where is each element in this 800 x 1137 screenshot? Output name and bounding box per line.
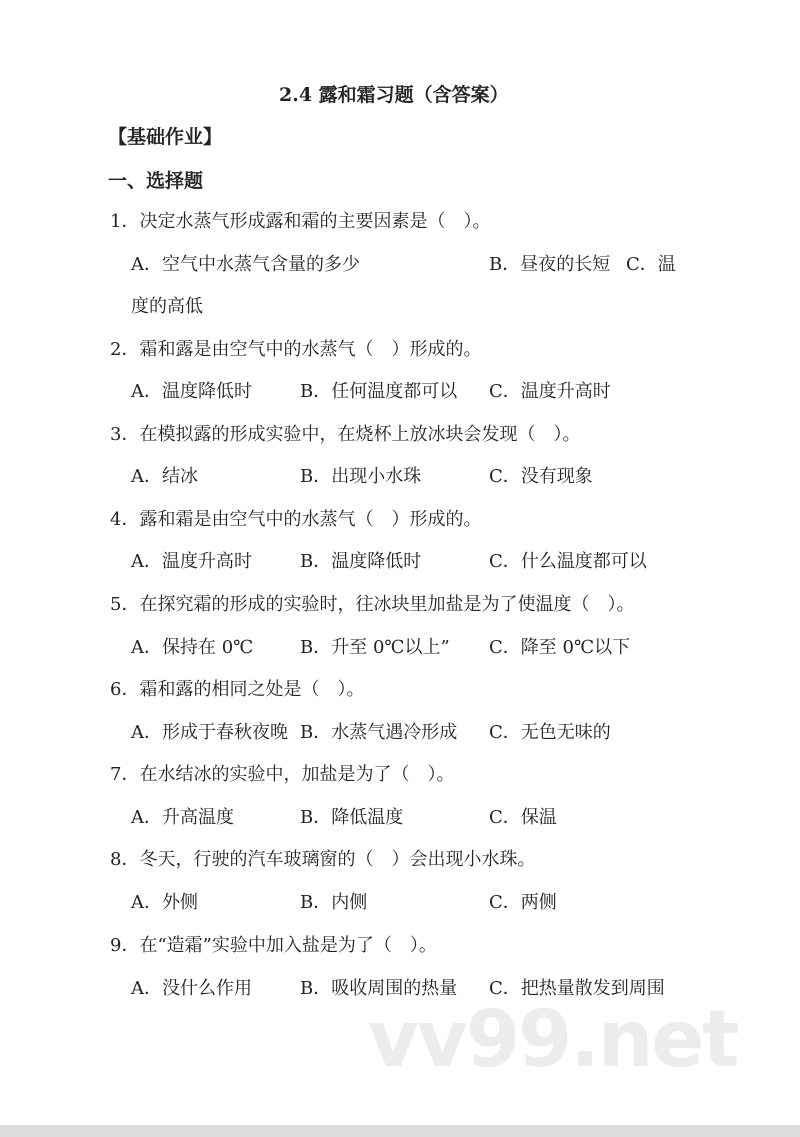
option-b: B．出现小水珠 [300, 466, 422, 487]
question-9: 9．在“造霜”实验中加入盐是为了（ ）。 [110, 935, 437, 956]
question-3: 3．在模拟露的形成实验中，在烧杯上放冰块会发现（ ）。 [110, 424, 581, 445]
option-b: B．温度降低时 [300, 551, 422, 572]
option-c: C．降至 0℃以下 [489, 637, 631, 658]
option-a: A．升高温度 [131, 807, 234, 828]
option-c: C．两侧 [489, 892, 557, 913]
option-b: B．降低温度 [300, 807, 404, 828]
question-1: 1．决定水蒸气形成露和霜的主要因素是（ ）。 [110, 211, 491, 232]
option-b: B．内侧 [300, 892, 368, 913]
option-c: C．把热量散发到周围 [489, 978, 665, 999]
option-c-continued: 度的高低 [131, 296, 203, 317]
option-c: C．无色无味的 [489, 722, 611, 743]
option-c: C．温 [626, 254, 676, 275]
question-2: 2．霜和露是由空气中的水蒸气（ ）形成的。 [110, 339, 482, 360]
option-a: A．结冰 [131, 466, 198, 487]
section-heading: 【基础作业】 [108, 126, 223, 148]
document-title: 2.4 露和霜习题（含答案） [279, 84, 509, 106]
option-c: C．什么温度都可以 [489, 551, 647, 572]
part-heading: 一、选择题 [108, 170, 204, 192]
option-b: B．任何温度都可以 [300, 381, 458, 402]
question-8: 8．冬天，行驶的汽车玻璃窗的（ ）会出现小水珠。 [110, 849, 536, 870]
option-a: A．保持在 0℃ [131, 637, 254, 658]
option-c: C．温度升高时 [489, 381, 611, 402]
option-a: A．温度降低时 [131, 381, 252, 402]
option-a: A．形成于春秋夜晚 [131, 722, 288, 743]
page-gap [0, 1125, 800, 1137]
option-c: C．没有现象 [489, 466, 593, 487]
option-b: B．昼夜的长短 [489, 254, 611, 275]
option-c: C．保温 [489, 807, 557, 828]
question-5: 5．在探究霜的形成的实验时，往冰块里加盐是为了使温度（ ）。 [110, 594, 635, 615]
question-6: 6．霜和露的相同之处是（ ）。 [110, 679, 365, 700]
option-a: A．没什么作用 [131, 978, 252, 999]
option-b: B．水蒸气遇冷形成 [300, 722, 458, 743]
question-7: 7．在水结冰的实验中，加盐是为了（ ）。 [110, 764, 455, 785]
option-a: A．温度升高时 [131, 551, 252, 572]
option-b: B．吸收周围的热量 [300, 978, 458, 999]
watermark: vv99.net [368, 995, 738, 1085]
question-4: 4．露和霜是由空气中的水蒸气（ ）形成的。 [110, 509, 482, 530]
option-a: A．外侧 [131, 892, 198, 913]
option-a: A．空气中水蒸气含量的多少 [131, 254, 360, 275]
option-b: B．升至 0℃以上” [300, 637, 450, 658]
